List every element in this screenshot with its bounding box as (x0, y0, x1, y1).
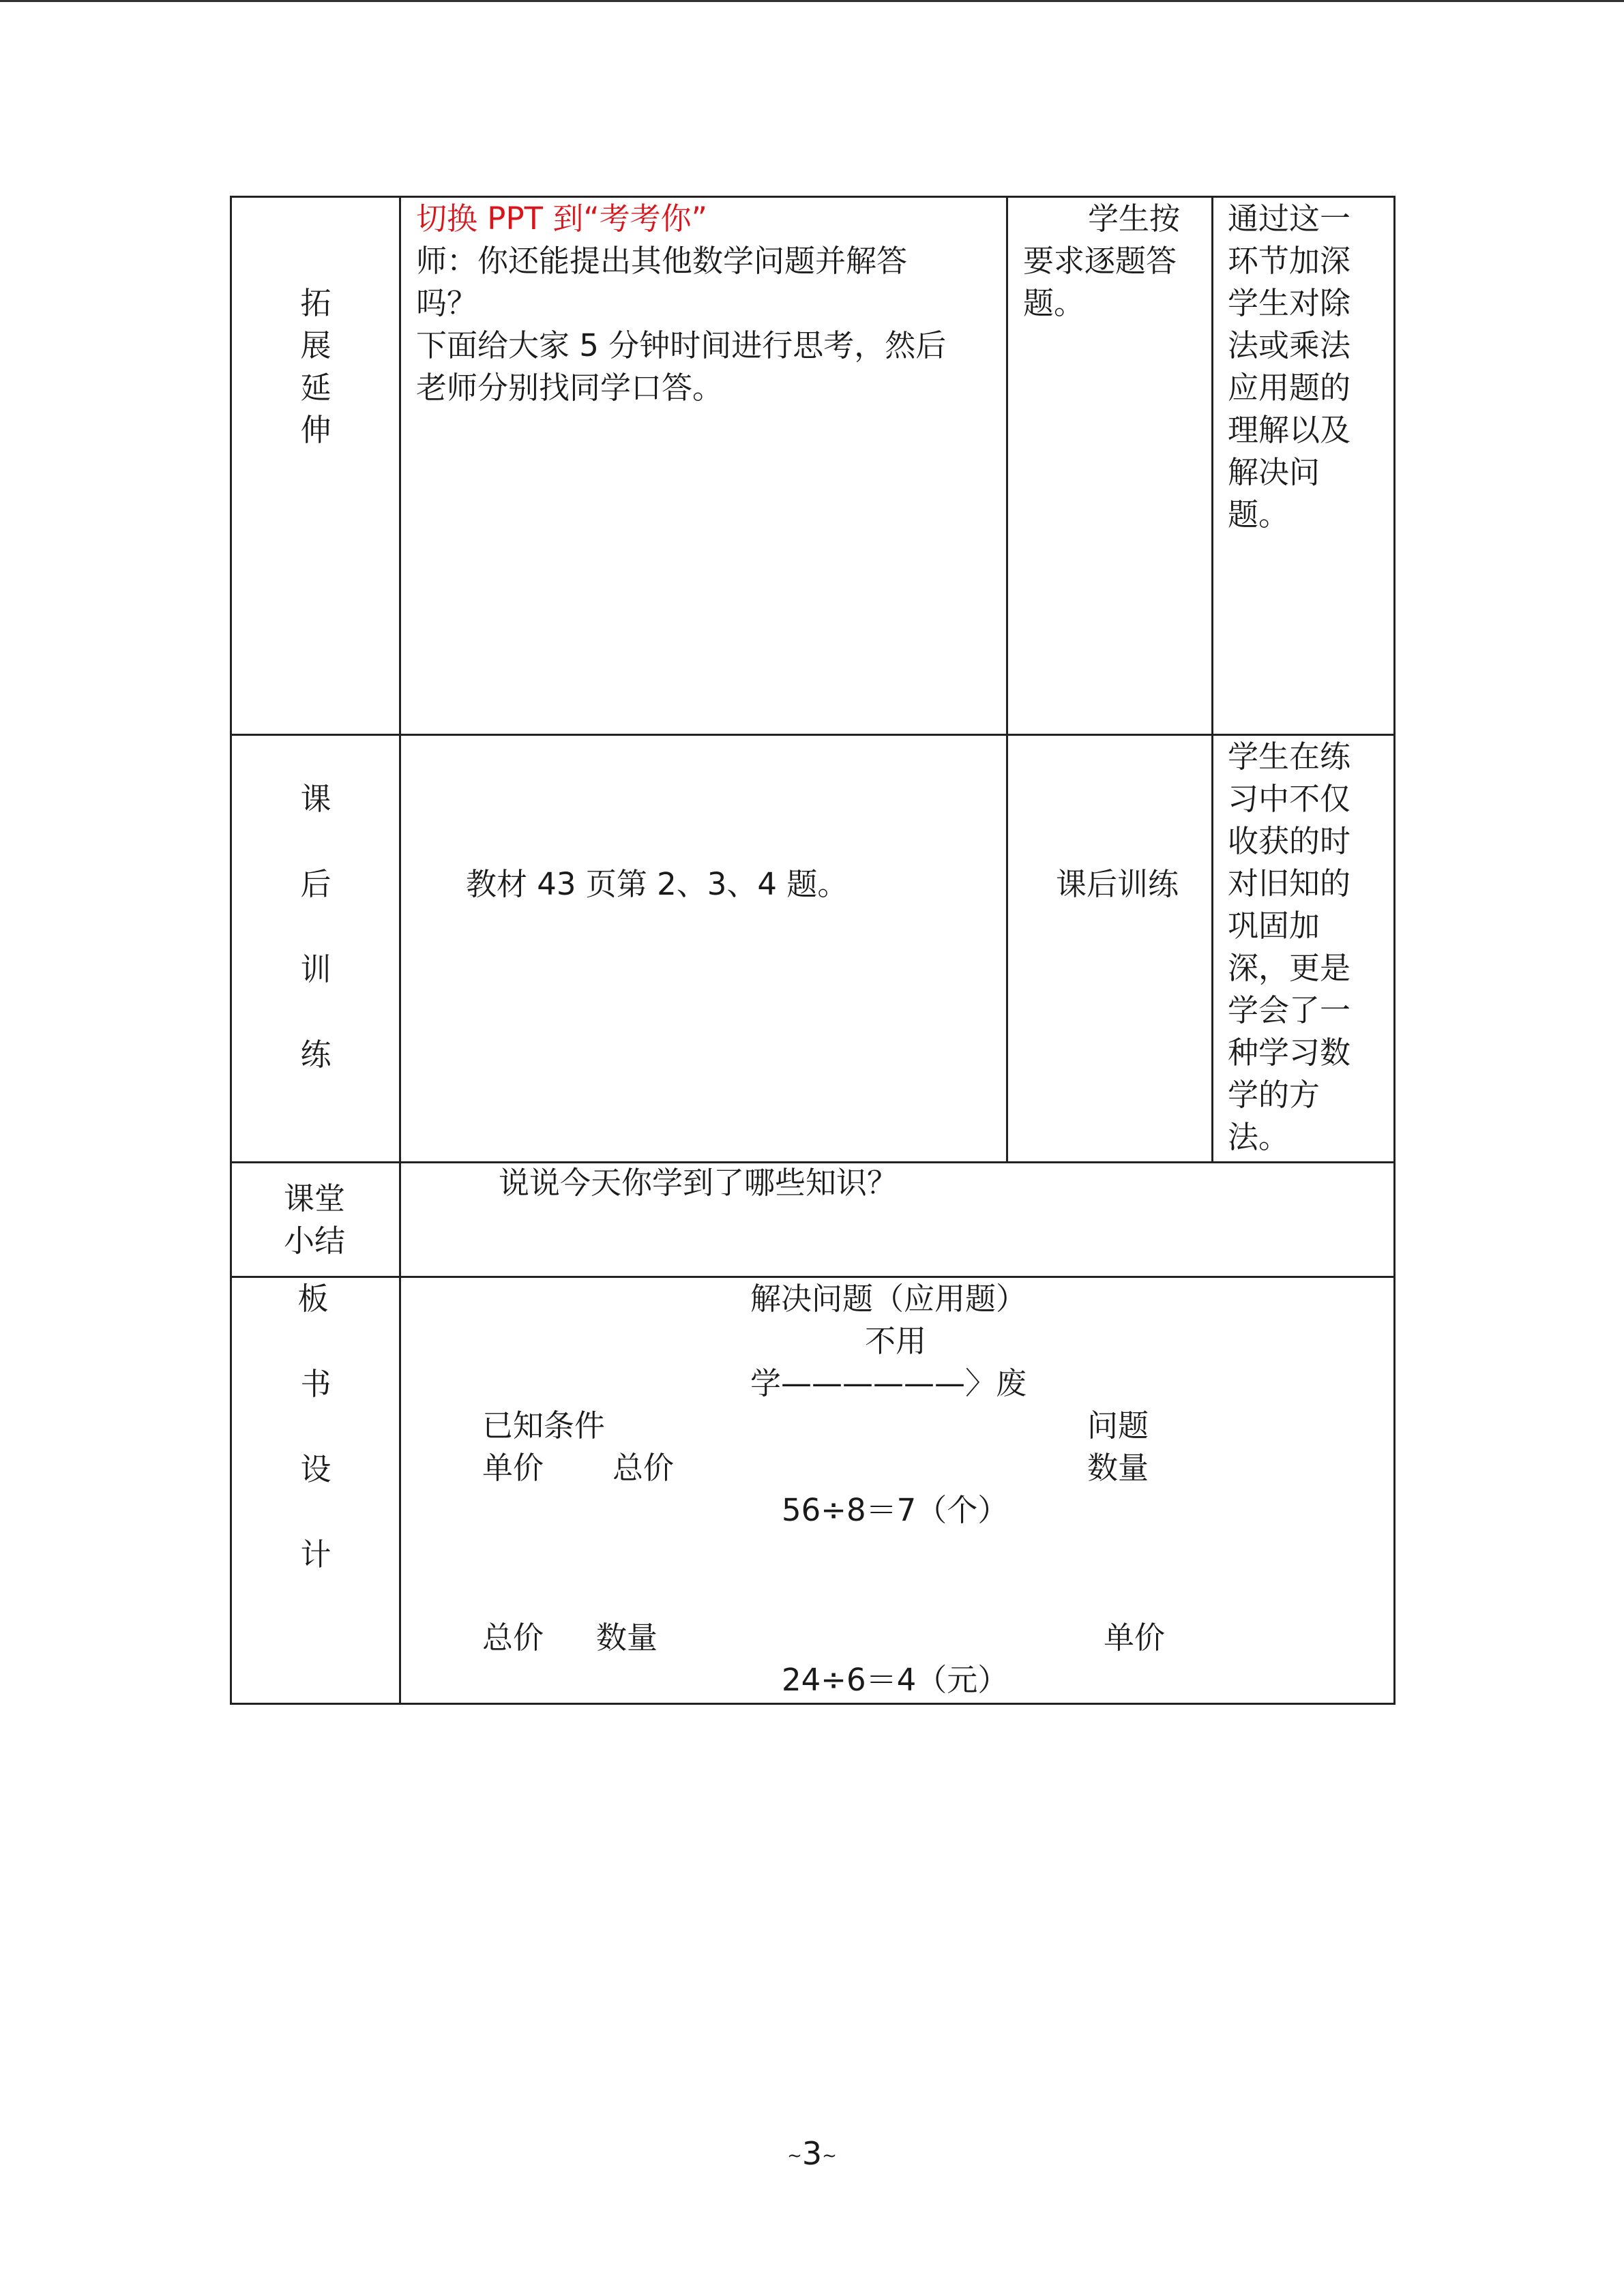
board-arrow-line: 学——————〉废 (750, 1365, 1027, 1401)
teacher-line: 师：你还能提出其他数学问题并解答 (416, 243, 908, 279)
board-question: 问题 (1087, 1407, 1149, 1444)
homework-text: 教材 43 页第 2、3、4 题。 (466, 866, 848, 902)
board-term: 单价 (482, 1450, 544, 1486)
design-intent-line: 对旧知的 (1228, 865, 1351, 901)
row-label-char: 展 (300, 327, 331, 363)
column-divider (399, 196, 401, 1705)
design-intent-line: 巩固加 (1228, 908, 1320, 944)
board-equation: 56÷8＝7（个） (782, 1492, 1009, 1528)
row-label-char: 计 (300, 1536, 331, 1572)
board-term: 数量 (596, 1620, 658, 1656)
teacher-line: 老师分别找同学口答。 (416, 370, 724, 406)
design-intent-line: 深，更是 (1228, 950, 1351, 986)
row-divider (230, 734, 1396, 736)
summary-question: 说说今天你学到了哪些知识？ (499, 1165, 898, 1201)
design-intent-line: 法。 (1228, 1119, 1290, 1155)
table-border-right (1393, 196, 1396, 1705)
page-top-rule (0, 0, 1624, 2)
row-label-char: 课 (300, 781, 331, 817)
student-activity-line: 学生按 (1088, 200, 1181, 237)
design-intent-line: 学生在练 (1228, 739, 1351, 775)
column-divider (1006, 196, 1008, 1163)
row-label-line: 小结 (284, 1223, 346, 1259)
design-intent-line: 种学习数 (1228, 1034, 1351, 1071)
row-label-char: 后 (300, 866, 331, 902)
row-label-line: 课堂 (284, 1180, 346, 1217)
design-intent-line: 法或乘法 (1228, 327, 1351, 363)
row-label-char: 训 (300, 951, 331, 987)
board-term: 单价 (1104, 1620, 1166, 1656)
design-intent-line: 环节加深 (1228, 243, 1351, 279)
page-number-value: 3 (801, 2135, 823, 2172)
design-intent-line: 解决问 (1228, 454, 1320, 490)
teacher-line: 吗？ (416, 285, 478, 321)
design-intent-line: 应用题的 (1228, 370, 1351, 406)
row-label-char: 练 (300, 1037, 331, 1073)
board-term: 数量 (1087, 1450, 1149, 1486)
design-intent-line: 学生对除 (1228, 285, 1351, 321)
row-label-char: 拓 (300, 285, 331, 321)
table-border-bottom (230, 1703, 1396, 1705)
row-label-char: 设 (300, 1451, 331, 1487)
design-intent-line: 学的方 (1228, 1077, 1320, 1113)
column-divider (1211, 196, 1213, 1163)
board-term: 总价 (482, 1620, 544, 1656)
row-label-char: 伸 (300, 412, 331, 448)
design-intent-line: 习中不仅 (1228, 781, 1351, 817)
design-intent-line: 理解以及 (1228, 412, 1351, 448)
teacher-line: 下面给大家 5 分钟时间进行思考，然后 (416, 327, 947, 363)
design-intent-line: 通过这一 (1228, 200, 1351, 237)
design-intent-line: 学会了一 (1228, 992, 1351, 1028)
board-title: 解决问题（应用题） (750, 1281, 1027, 1317)
board-known-conditions: 已知条件 (482, 1407, 606, 1444)
student-activity-line: 课后训练 (1056, 866, 1179, 902)
board-term: 总价 (612, 1450, 675, 1486)
design-intent-line: 题。 (1228, 496, 1290, 533)
student-activity-line: 题。 (1023, 285, 1085, 321)
page-number: ~3~ (787, 2135, 837, 2172)
design-intent-line: 收获的时 (1228, 823, 1351, 859)
board-equation: 24÷6＝4（元） (782, 1662, 1009, 1698)
row-label-char: 板 (297, 1281, 329, 1317)
table-border-top (230, 196, 1396, 198)
student-activity-line: 要求逐题答 (1023, 243, 1177, 279)
row-label-char: 书 (300, 1366, 331, 1402)
row-label-char: 延 (300, 370, 331, 406)
board-arrow-label: 不用 (865, 1323, 927, 1359)
table-border-left (230, 196, 232, 1705)
ppt-instruction: 切换 PPT 到“考考你” (416, 200, 707, 237)
